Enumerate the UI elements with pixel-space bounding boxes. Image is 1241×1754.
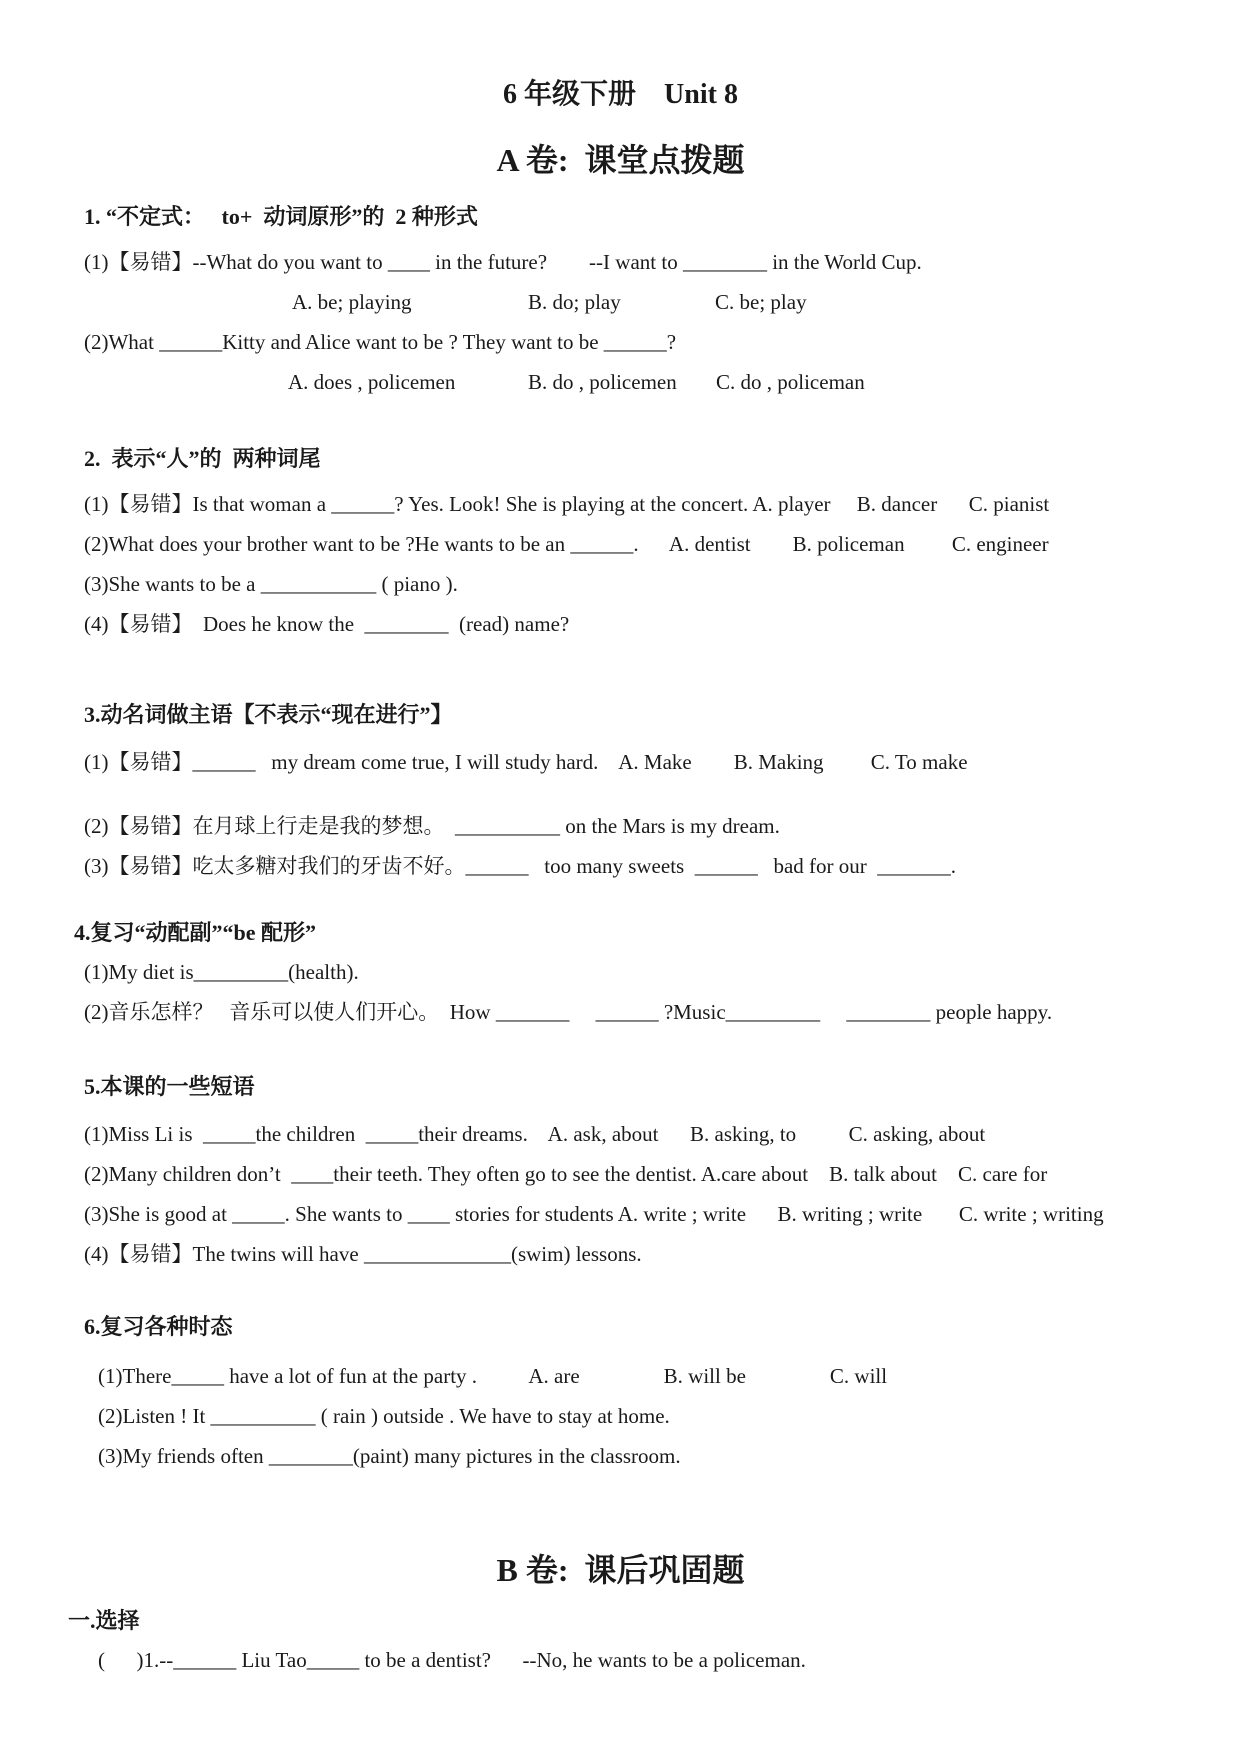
s1-q1-option-c: C. be; play xyxy=(715,290,807,314)
part-b-section-1-heading: 一.选择 xyxy=(68,1608,140,1633)
s6-question-2: (2)Listen ! It __________ ( rain ) outside . We have to stay at home. xyxy=(98,1404,670,1428)
section-3-heading: 3.动名词做主语【不表示“现在进行”】 xyxy=(84,702,453,727)
s3-question-3: (3)【易错】吃太多糖对我们的牙齿不好。______ too many sweets ______ bad for our _______. xyxy=(84,854,957,878)
part-a-heading: A 卷: 课堂点拨题 xyxy=(496,142,745,178)
worksheet-title: 6 年级下册 Unit 8 xyxy=(503,79,738,110)
s4-question-2: (2)音乐怎样？ 音乐可以使人们开心。 How _______ ______ ?Music_________ ________ people happy. xyxy=(84,1000,1053,1024)
section-5-heading: 5.本课的一些短语 xyxy=(84,1074,255,1099)
section-4-heading: 4.复习“动配副”“be 配形” xyxy=(74,920,317,945)
part-b-heading: B 卷: 课后巩固题 xyxy=(496,1552,745,1588)
s6-question-3: (3)My friends often ________(paint) many pictures in the classroom. xyxy=(98,1444,681,1468)
s1-question-2: (2)What ______Kitty and Alice want to be ? They want to be ______? xyxy=(84,330,677,354)
s5-question-3: (3)She is good at _____. She wants to ____ stories for students A. write ; write B. writing ; write C. write ; writing xyxy=(84,1202,1104,1226)
s1-q2-option-c: C. do , policeman xyxy=(716,370,865,394)
s2-question-4: (4)【易错】 Does he know the ________ (read) name? xyxy=(84,612,570,636)
s5-question-1: (1)Miss Li is _____the children _____their dreams. A. ask, about B. asking, to C. asking, about xyxy=(84,1122,986,1146)
part-b-question-1: ( )1.--______ Liu Tao_____ to be a dentist? --No, he wants to be a policeman. xyxy=(98,1648,806,1672)
section-2-heading: 2. 表示“人”的 两种词尾 xyxy=(84,446,321,471)
s1-question-1: (1)【易错】--What do you want to ____ in the future? --I want to ________ in the World Cup. xyxy=(84,250,922,274)
s1-q1-option-a: A. be; playing xyxy=(292,290,412,314)
s1-q2-option-a: A. does , policemen xyxy=(288,370,456,394)
section-1-heading: 1. “不定式： to+ 动词原形”的 2 种形式 xyxy=(84,204,478,229)
s3-question-2: (2)【易错】在月球上行走是我的梦想。 __________ on the Mars is my dream. xyxy=(84,814,780,838)
s3-question-1: (1)【易错】______ my dream come true, I will study hard. A. Make B. Making C. To make xyxy=(84,750,968,774)
s4-question-1: (1)My diet is_________(health). xyxy=(84,960,359,984)
s2-question-2: (2)What does your brother want to be ?He wants to be an ______. A. dentist B. policeman C. engineer xyxy=(84,532,1049,556)
s1-q2-option-b: B. do , policemen xyxy=(528,370,677,394)
s5-question-2: (2)Many children don’t ____their teeth. They often go to see the dentist. A.care about B. talk about C. care for xyxy=(84,1162,1048,1186)
s2-question-1: (1)【易错】Is that woman a ______? Yes. Look! She is playing at the concert. A. player B. dancer C. pianist xyxy=(84,492,1050,516)
s5-question-4: (4)【易错】The twins will have ______________(swim) lessons. xyxy=(84,1242,642,1266)
s2-question-3: (3)She wants to be a ___________ ( piano ). xyxy=(84,572,458,596)
s6-question-1: (1)There_____ have a lot of fun at the party . A. are B. will be C. will xyxy=(98,1364,888,1388)
section-6-heading: 6.复习各种时态 xyxy=(84,1314,233,1339)
s1-q1-option-b: B. do; play xyxy=(528,290,621,314)
